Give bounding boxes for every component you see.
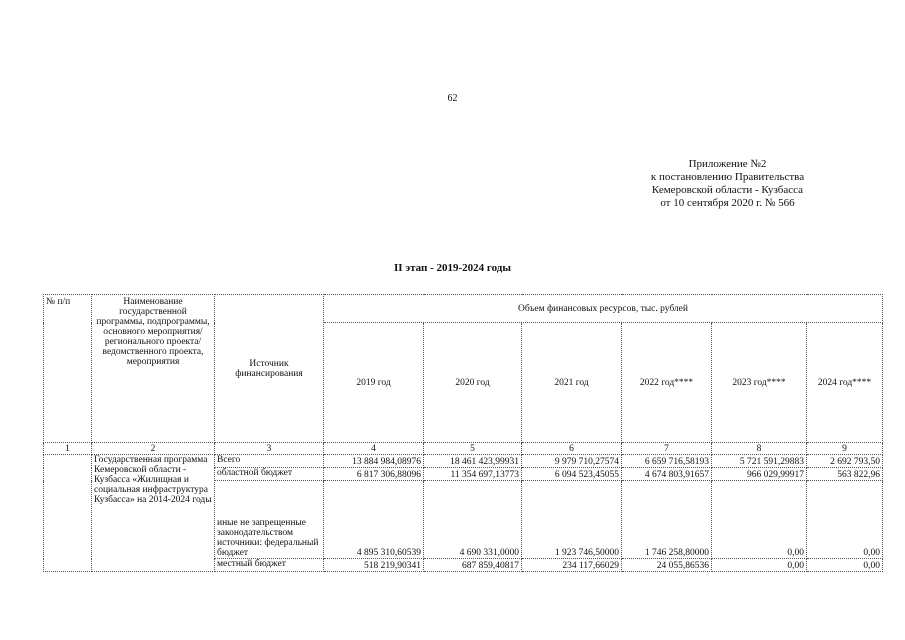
value-cell: 0,00: [807, 559, 883, 572]
table-row: [44, 455, 883, 468]
value-cell: 2 692 793,50: [807, 455, 883, 468]
value-cell: 11 354 697,13773: [424, 468, 522, 481]
column-number: 4: [324, 443, 424, 455]
column-number: 6: [522, 443, 622, 455]
appendix-block: [600, 158, 855, 210]
source-cell: иные не запрещенные законодательством источники: федеральный бюджет: [215, 481, 324, 559]
source-cell: Всего: [215, 455, 324, 468]
column-number: 9: [807, 443, 883, 455]
value-cell: 966 029,99917: [712, 468, 807, 481]
value-cell: 13 884 984,08976: [324, 455, 424, 468]
column-number: 3: [215, 443, 324, 455]
value-cell: 0,00: [712, 559, 807, 572]
column-number-row: [44, 443, 883, 455]
source-cell: местный бюджет: [215, 559, 324, 572]
header-year: 2021 год: [522, 323, 622, 443]
header-year: 2024 год****: [807, 323, 883, 443]
value-cell: 518 219,90341: [324, 559, 424, 572]
appendix-line: Кемеровской области - Кузбасса: [651, 184, 804, 196]
value-cell: 1 746 258,80000: [622, 481, 712, 559]
program-name: Государственная программа Кемеровской области - Кузбасса «Жилищная и социальная инфраструктура Кузбасса» на 2014-2024 годы: [92, 455, 215, 572]
value-cell: 0,00: [712, 481, 807, 559]
value-cell: 9 979 710,27574: [522, 455, 622, 468]
value-cell: 6 817 306,88096: [324, 468, 424, 481]
header-year: 2023 год****: [712, 323, 807, 443]
appendix-line: к постановлению Правительства: [650, 171, 805, 183]
value-cell: 18 461 423,99931: [424, 455, 522, 468]
header-year: 2020 год: [424, 323, 522, 443]
value-cell: 5 721 591,29883: [712, 455, 807, 468]
header-number: № п/п: [44, 295, 92, 443]
page-number: 62: [447, 93, 458, 104]
header-year: 2019 год: [324, 323, 424, 443]
value-cell: 563 822,96: [807, 468, 883, 481]
stage-title: II этап - 2019-2024 годы: [394, 262, 511, 274]
source-cell: областной бюджет: [215, 468, 324, 481]
value-cell: 0,00: [807, 481, 883, 559]
header-volume: Объем финансовых ресурсов, тыс. рублей: [324, 295, 883, 323]
value-cell: 1 923 746,50000: [522, 481, 622, 559]
appendix-line: от 10 сентября 2020 г. № 566: [660, 197, 795, 209]
program-number: [44, 455, 92, 572]
value-cell: 687 859,40817: [424, 559, 522, 572]
column-number: 7: [622, 443, 712, 455]
value-cell: 4 674 803,91657: [622, 468, 712, 481]
header-year: 2022 год****: [622, 323, 712, 443]
header-name: Наименование государственной программы, подпрограммы, основного мероприятия/ регионального проекта/ ведомственного проекта, мероприятия: [92, 295, 215, 443]
column-number: 1: [44, 443, 92, 455]
appendix-line: Приложение №2: [688, 158, 767, 170]
value-cell: 4 895 310,60539: [324, 481, 424, 559]
value-cell: 6 094 523,45055: [522, 468, 622, 481]
column-number: 5: [424, 443, 522, 455]
financing-table: [43, 294, 883, 572]
header-source: Источник финансирования: [215, 295, 324, 443]
value-cell: 6 659 716,58193: [622, 455, 712, 468]
value-cell: 24 055,86536: [622, 559, 712, 572]
value-cell: 234 117,66029: [522, 559, 622, 572]
column-number: 8: [712, 443, 807, 455]
header-row: [44, 295, 883, 323]
column-number: 2: [92, 443, 215, 455]
value-cell: 4 690 331,0000: [424, 481, 522, 559]
